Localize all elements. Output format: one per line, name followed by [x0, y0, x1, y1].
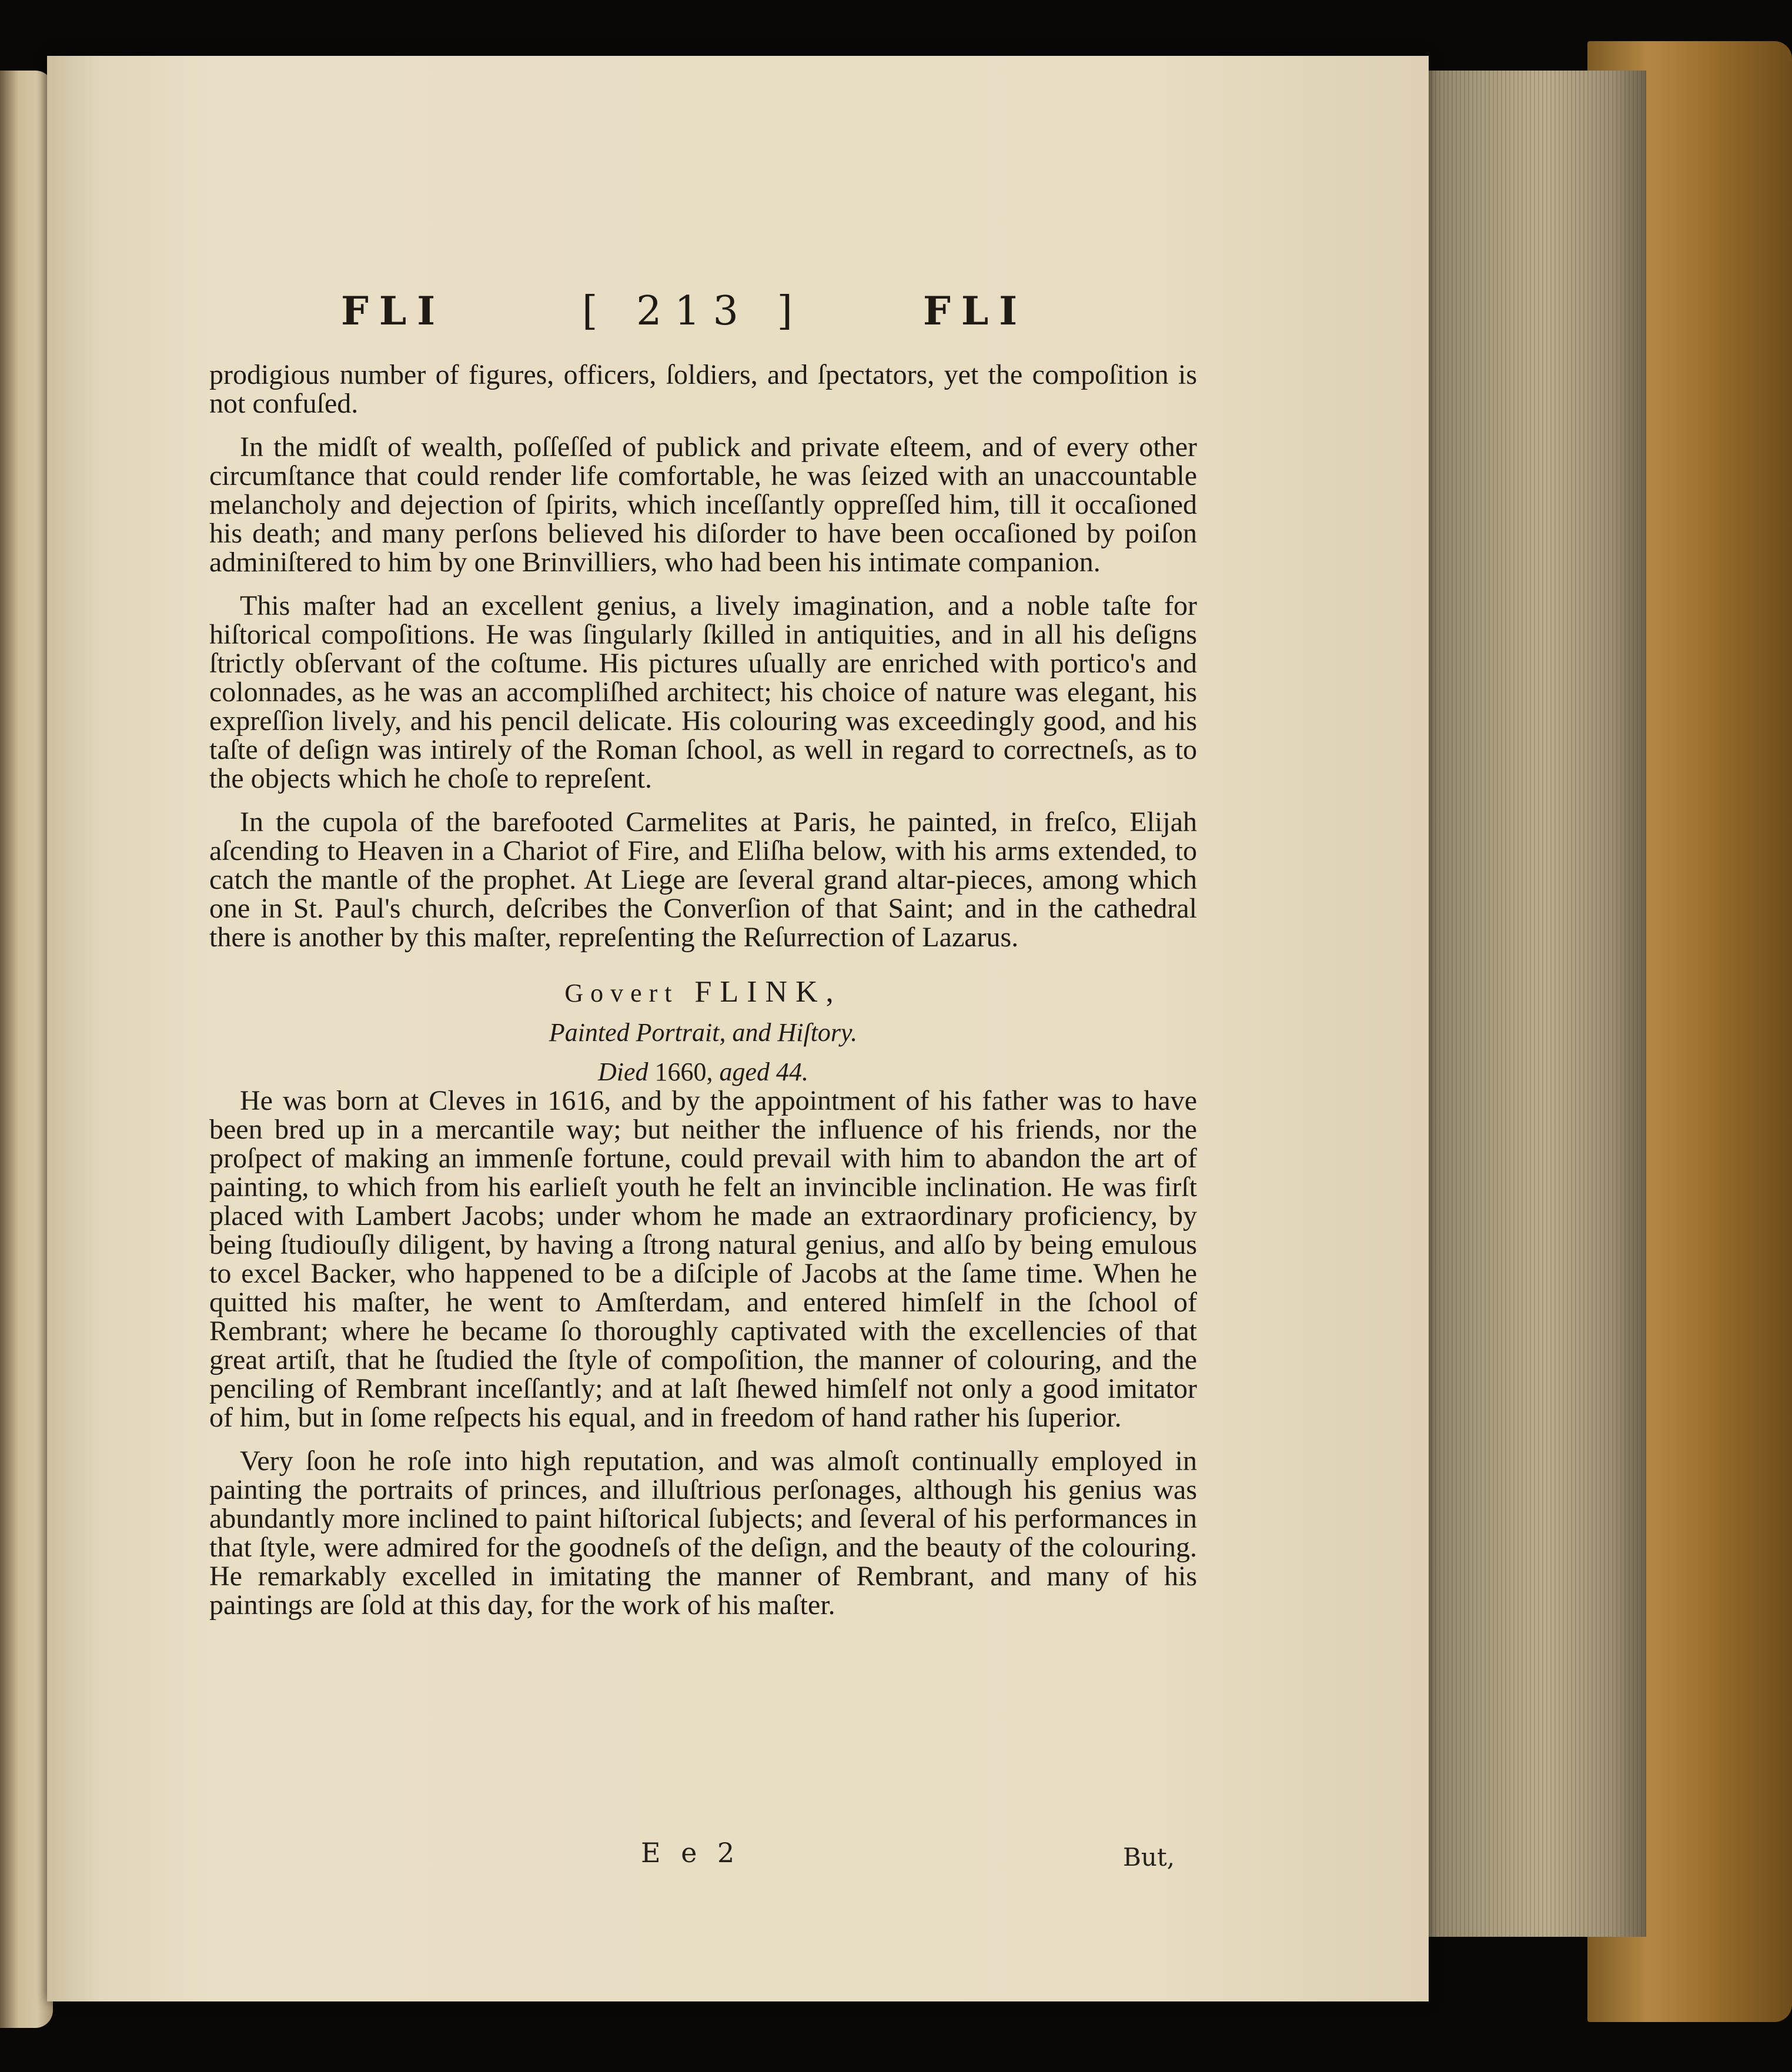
- entry-heading: [209, 975, 1197, 1009]
- page-block-edge: [1423, 71, 1646, 1937]
- paragraph: Very ſoon he roſe into high reputation, and was almoſt continually employed in painting the portraits of princes, and illuſtrious perſonages, although his genius was abundantly more inclined to paint hiſtorical ſubjects; and ſeveral of his performances in that ſtyle, were admired for the goodneſs of the deſign, and the beauty of the colouring. He remarkably excelled in imitating the manner of Rembrant, and many of his paintings are ſold at this day, for the work of his maſter.: [209, 1445, 1197, 1621]
- left-page-edge: [0, 71, 53, 2028]
- catchword: But,: [1123, 1843, 1175, 1872]
- entry-died-label: Died: [597, 1057, 648, 1086]
- page-number: [ 213 ]: [582, 288, 806, 334]
- running-head-right: FLI: [923, 288, 1028, 334]
- paragraph: prodigious number of figures, officers, ſoldiers, and ſpectators, yet the compoſition is not confuſed.: [209, 359, 1197, 419]
- running-head-left: FLI: [341, 288, 446, 334]
- book-page: [47, 56, 1429, 2001]
- entry-died-year: 1660,: [654, 1057, 713, 1086]
- entry-specialty: Painted Portrait, and Hiſtory.: [549, 1018, 858, 1047]
- signature-mark: E e 2: [641, 1837, 741, 1869]
- paragraph: This maſter had an excellent genius, a lively imagination, and a noble taſte for hiſtorical compoſitions. He was ſingularly ſkilled in antiquities, and in all his deſigns ſtrictly obſervant of the coſtume. His pictures uſually are enriched with portico's and colonnades, as he was an accompliſhed architect; his choice of nature was elegant, his expreſſion lively, and his pencil delicate. His colouring was exceedingly good, and his taſte of deſign was intirely of the Roman ſchool, as well in regard to correctneſs, as to the objects which he choſe to repreſent.: [209, 590, 1197, 794]
- page-body: [209, 360, 1197, 1634]
- entry-aged: aged 44.: [719, 1057, 809, 1086]
- paragraph: He was born at Cleves in 1616, and by the appointment of his father was to have been bred up in a mercantile way; but neither the influence of his friends, nor the proſpect of making an immenſe fortune, could prevail with him to abandon the art of painting, to which from his earlieſt youth he felt an invincible inclination. He was firſt placed with Lambert Jacobs; under whom he made an extraordinary proficiency, by being ſtudiouſly diligent, by having a ſtrong natural genius, and alſo by being emulous to excel Backer, who happened to be a diſciple of Jacobs at the ſame time. When he quitted his maſter, he went to Amſterdam, and entered himſelf in the ſchool of Rembrant; where he became ſo thoroughly captivated with the excellencies of that great artiſt, that he ſtudied the ſtyle of compoſition, the manner of colouring, and the penciling of Rembrant inceſſantly; and at laſt ſhewed himſelf not only a good imitator of him, but in ſome reſpects his equal, and in freedom of hand rather his ſuperior.: [209, 1085, 1197, 1433]
- paragraph: In the cupola of the barefooted Carmelites at Paris, he painted, in freſco, Elijah aſcending to Heaven in a Chariot of Fire, and Eliſha below, with his arms extended, to catch the mantle of the prophet. At Liege are ſeveral grand altar-pieces, among which one in St. Paul's church, deſcribes the Converſion of that Saint; and in the cathedral there is another by this maſter, repreſenting the Reſurrection of Lazarus.: [209, 806, 1197, 953]
- entry-died: [209, 1057, 1197, 1086]
- entry-first-name: Govert: [564, 979, 679, 1007]
- paragraph: In the midſt of wealth, poſſeſſed of publick and private eſteem, and of every other circumſtance that could render life comfortable, he was ſeized with an unaccountable melancholy and dejection of ſpirits, which inceſſantly oppreſſed him, till it occaſioned his death; and many perſons believed his diſorder to have been occaſioned by poiſon adminiſtered to him by one Brinvilliers, who had been his intimate companion.: [209, 431, 1197, 578]
- entry-surname: FLINK,: [694, 975, 842, 1009]
